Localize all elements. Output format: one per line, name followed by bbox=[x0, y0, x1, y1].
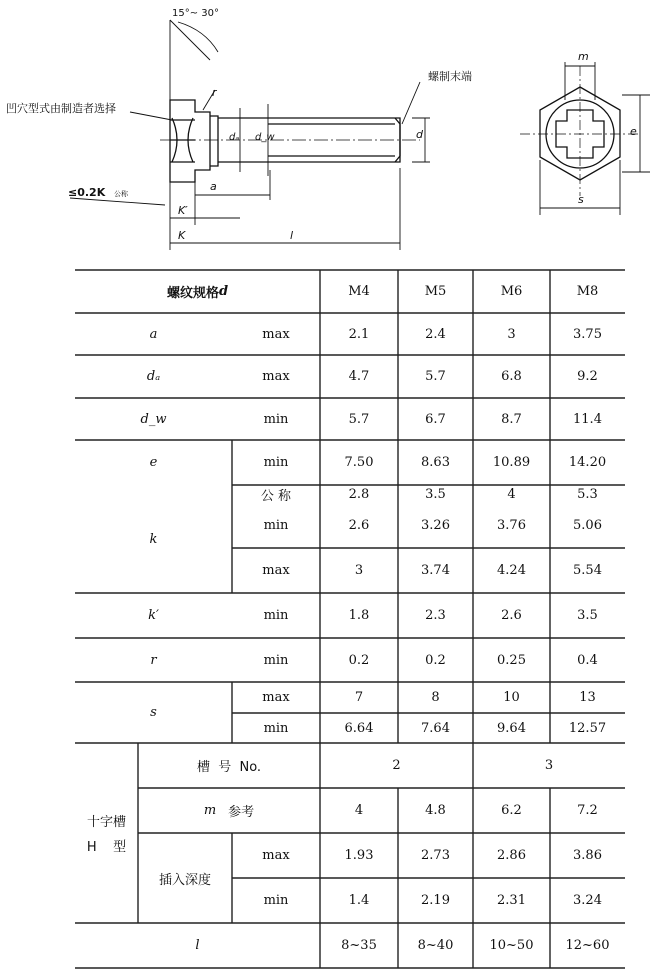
kind-e: min bbox=[263, 455, 289, 470]
row-l-cell: 8~35 bbox=[341, 938, 377, 953]
row-kprime-cell: 3.5 bbox=[577, 608, 598, 623]
row-k-min-cell: 3.26 bbox=[421, 518, 450, 533]
recess-no-label: 槽 号 No. bbox=[196, 760, 262, 775]
row-s-max-cell: 7 bbox=[354, 690, 364, 705]
row-depth-min-cell: 2.19 bbox=[421, 893, 450, 908]
dim-d: d bbox=[416, 128, 423, 141]
recess-m-symbol: m bbox=[203, 803, 217, 818]
recess-no-cell: 2 bbox=[392, 758, 401, 773]
row-s-max-cell: 10 bbox=[503, 690, 520, 705]
kind-dw: min bbox=[263, 411, 289, 427]
end-note: 螺制末端 bbox=[428, 70, 472, 83]
row-recess-m-cell: 4 bbox=[354, 803, 364, 818]
row-r-cell: 0.4 bbox=[577, 652, 598, 668]
row-e-cell: 10.89 bbox=[492, 455, 531, 470]
header-label-text: 螺纹规格 bbox=[166, 286, 219, 301]
symbol-kprime: k′ bbox=[148, 608, 159, 623]
row-depth-max-cell: 1.93 bbox=[344, 848, 374, 863]
row-da-cell: 6.8 bbox=[501, 369, 522, 384]
row-depth-min-cell: 1.4 bbox=[348, 893, 370, 908]
symbol-k: k bbox=[149, 531, 158, 547]
dim-kprime: K′ bbox=[178, 204, 188, 217]
symbol-l: l bbox=[195, 938, 200, 953]
row-depth-max-cell: 2.73 bbox=[421, 848, 450, 863]
symbol-dw: d_w bbox=[140, 411, 167, 427]
row-k-min-cell: 2.6 bbox=[348, 518, 370, 533]
row-l-cell: 8~40 bbox=[417, 938, 454, 953]
row-k-min-cell: 3.76 bbox=[497, 518, 526, 533]
row-da-cell: 9.2 bbox=[577, 369, 598, 384]
kind-depth-max: max bbox=[262, 848, 290, 863]
row-s-max-cell: 13 bbox=[579, 690, 596, 705]
row-depth-max-cell: 2.86 bbox=[497, 848, 526, 863]
dim-m: m bbox=[578, 50, 589, 63]
row-s-min-cell: 7.64 bbox=[421, 720, 450, 736]
depth-label: 插入深度 bbox=[158, 872, 211, 888]
kind-kprime: min bbox=[263, 608, 289, 623]
row-s-max-cell: 8 bbox=[431, 690, 440, 705]
kind-da: max bbox=[262, 369, 290, 384]
row-kprime-cell: 2.3 bbox=[425, 608, 446, 623]
row-k-max-cell: 5.54 bbox=[573, 563, 602, 578]
row-a-cell: 3 bbox=[507, 326, 516, 342]
row-recess-m-cell: 4.8 bbox=[425, 803, 446, 818]
kind-r: min bbox=[263, 652, 289, 668]
row-dw-cell: 11.4 bbox=[573, 411, 602, 427]
row-k-max-cell: 3 bbox=[354, 563, 364, 578]
recess-m-ref: 参考 bbox=[228, 805, 255, 820]
symbol-r: r bbox=[150, 652, 157, 668]
row-k-nominal-cell: 2.8 bbox=[348, 486, 370, 502]
row-s-min-cell: 12.57 bbox=[568, 720, 607, 736]
row-a-cell: 2.4 bbox=[425, 326, 446, 342]
row-k-max-cell: 4.24 bbox=[497, 563, 526, 578]
recess-no-cell: 3 bbox=[544, 758, 554, 773]
dim-e: e bbox=[630, 125, 637, 138]
row-e-cell: 8.63 bbox=[421, 455, 450, 470]
size-header: M6 bbox=[500, 284, 523, 299]
row-r-cell: 0.2 bbox=[348, 652, 370, 668]
row-s-min-cell: 9.64 bbox=[497, 720, 526, 736]
cross-recess-title: 十字槽 bbox=[86, 815, 126, 830]
tolerance-suffix: 公称 bbox=[114, 190, 128, 198]
kind-a: max bbox=[262, 326, 290, 342]
row-recess-m-cell: 7.2 bbox=[577, 803, 598, 818]
row-depth-max-cell: 3.86 bbox=[573, 848, 602, 863]
symbol-s: s bbox=[150, 705, 157, 720]
row-l-cell: 12~60 bbox=[565, 938, 610, 953]
recess-note: 凹穴型式由制造者选择 bbox=[6, 102, 116, 115]
row-r-cell: 0.25 bbox=[497, 652, 526, 668]
dim-s: s bbox=[578, 193, 584, 206]
row-k-nominal-cell: 4 bbox=[507, 486, 516, 502]
dim-l: l bbox=[290, 229, 294, 242]
kind-k-min: min bbox=[263, 518, 289, 533]
row-recess-m-cell: 6.2 bbox=[501, 803, 522, 818]
symbol-da: dₐ bbox=[146, 369, 161, 384]
size-header: M5 bbox=[424, 284, 447, 299]
row-k-nominal-cell: 3.5 bbox=[425, 486, 446, 502]
header-var: d bbox=[218, 284, 229, 299]
dim-da: dₐ bbox=[229, 132, 240, 143]
cross-recess-group bbox=[75, 743, 138, 923]
row-da-cell: 5.7 bbox=[425, 369, 446, 384]
header-label bbox=[75, 270, 320, 313]
dim-dw: d_w bbox=[255, 132, 275, 143]
row-kprime-cell: 1.8 bbox=[348, 608, 370, 623]
row-s-min-cell: 6.64 bbox=[344, 720, 374, 736]
kind-k-nominal: 公 称 bbox=[260, 488, 292, 504]
row-da-cell: 4.7 bbox=[348, 369, 370, 384]
row-dw-cell: 8.7 bbox=[501, 411, 522, 427]
row-k-nominal-cell: 5.3 bbox=[577, 486, 598, 502]
kind-depth-min: min bbox=[263, 893, 289, 908]
row-r-cell: 0.2 bbox=[425, 652, 446, 668]
row-e-cell: 7.50 bbox=[344, 455, 374, 470]
size-header: M8 bbox=[576, 284, 599, 299]
row-depth-min-cell: 3.24 bbox=[573, 893, 602, 908]
symbol-e: e bbox=[149, 455, 158, 470]
symbol-a: a bbox=[149, 326, 158, 342]
row-l-cell: 10~50 bbox=[489, 938, 534, 953]
cross-recess-type: H 型 bbox=[86, 840, 127, 855]
kind-k-max: max bbox=[262, 563, 290, 578]
row-e-cell: 14.20 bbox=[568, 455, 607, 470]
row-depth-min-cell: 2.31 bbox=[497, 893, 526, 908]
row-dw-cell: 6.7 bbox=[425, 411, 446, 427]
kind-s-min: min bbox=[263, 720, 289, 736]
size-header: M4 bbox=[348, 284, 370, 299]
dim-K: K bbox=[178, 229, 186, 242]
angle-label: 15°~ 30° bbox=[172, 8, 220, 19]
row-a-cell: 2.1 bbox=[348, 326, 370, 342]
row-a-cell: 3.75 bbox=[573, 326, 602, 342]
row-k-min-cell: 5.06 bbox=[573, 518, 602, 533]
kind-s-max: max bbox=[262, 690, 290, 705]
tolerance-label: ≤0.2K bbox=[68, 186, 106, 199]
dim-r: r bbox=[212, 86, 217, 99]
row-dw-cell: 5.7 bbox=[348, 411, 370, 427]
row-kprime-cell: 2.6 bbox=[501, 608, 522, 623]
dim-a: a bbox=[210, 180, 217, 193]
recess-m-label bbox=[138, 788, 320, 833]
row-k-max-cell: 3.74 bbox=[421, 563, 450, 578]
